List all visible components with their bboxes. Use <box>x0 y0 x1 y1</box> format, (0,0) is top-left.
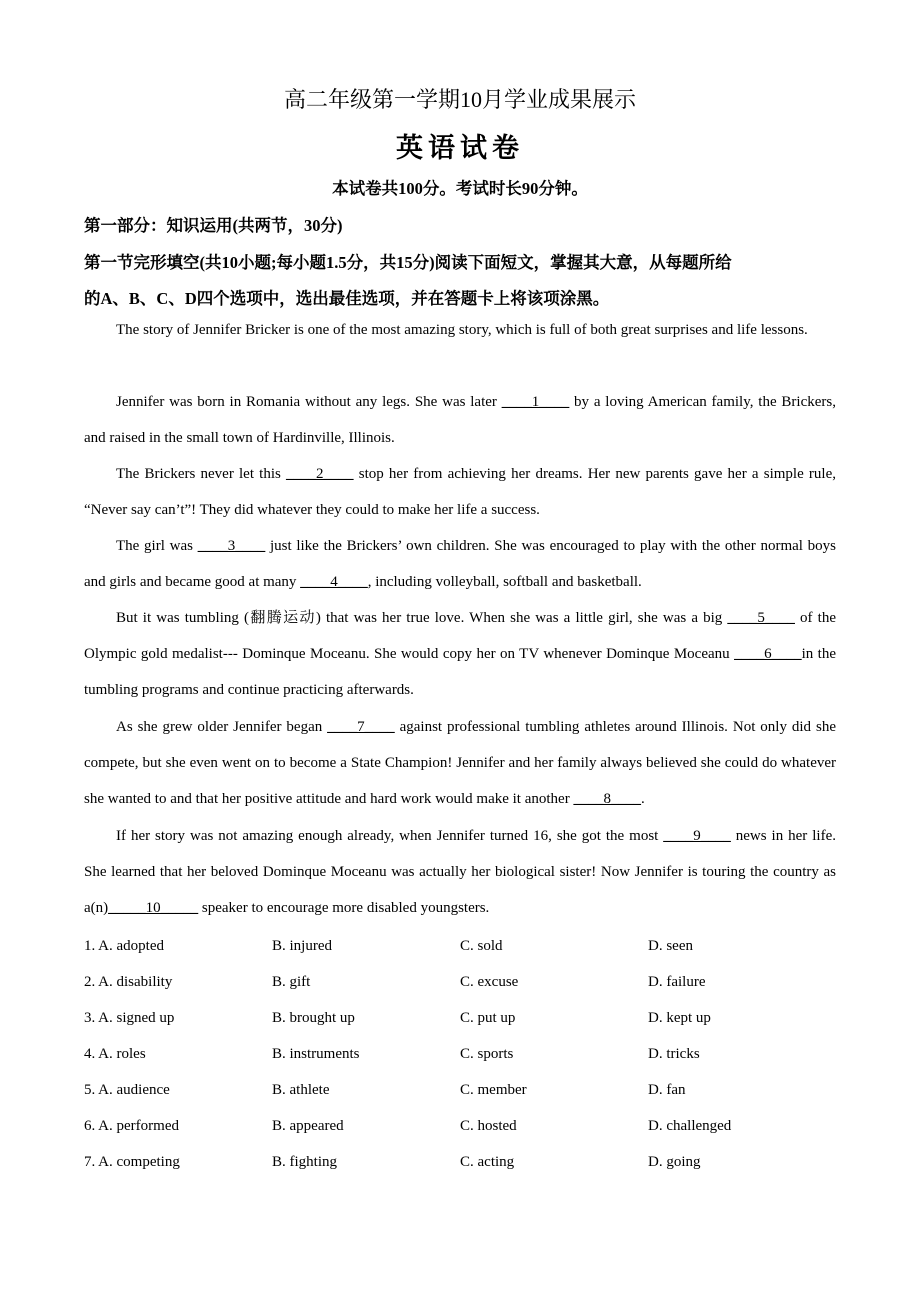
subject-title: 英语试卷 <box>396 133 524 163</box>
option-d: D. fan <box>648 1082 686 1098</box>
question-6-options <box>84 1108 844 1144</box>
passage-paragraph-3: The Brickers never let this ____2____ stop her from achieving her dreams. Her new parents gave her a simple rule, “Never say can’t”! They did whatever they could to make her life a success. <box>84 466 836 518</box>
passage-paragraph-7: If her story was not amazing enough already, when Jennifer turned 16, she got the most ____9____ news in her life. She learned that her beloved Dominque Moceanu was actually her biological sister! Now Jennifer is touring the country as a(n)_____10_____ speaker to encourage more disabled youngsters. <box>84 828 836 916</box>
exam-title: 高二年级第一学期10月学业成果展示 <box>283 87 636 112</box>
question-1-options <box>84 928 844 964</box>
blank-2: ____2____ <box>286 466 354 482</box>
section-instruction-line1: 第一节完形填空(共10小题;每小题1.5分，共15分)阅读下面短文，掌握其大意，从每题所给 <box>84 253 732 272</box>
option-a: 3. A. signed up <box>84 1010 175 1026</box>
passage-paragraph-4: The girl was ____3____ just like the Brickers’ own children. She was encouraged to play with the other normal boys and girls and became good at many ____4____, including volleyball, softball and basketball. <box>84 538 837 590</box>
option-d: D. failure <box>648 974 706 990</box>
option-a: 5. A. audience <box>84 1082 170 1098</box>
option-c: C. put up <box>460 1010 516 1026</box>
question-4-options <box>84 1036 844 1072</box>
question-3-options <box>84 1000 844 1036</box>
part1-title: 第一部分：知识运用(共两节，30分) <box>84 216 343 235</box>
option-b: B. gift <box>272 974 311 990</box>
option-b: B. instruments <box>272 1046 360 1062</box>
option-c: C. member <box>460 1082 527 1098</box>
option-a: 6. A. performed <box>84 1118 179 1134</box>
option-d: D. kept up <box>648 1010 711 1026</box>
blank-5: ____5____ <box>727 610 795 626</box>
option-c: C. hosted <box>460 1118 517 1134</box>
option-d: D. going <box>648 1154 701 1170</box>
blank-1: ____1____ <box>501 394 570 410</box>
question-5-options <box>84 1072 844 1108</box>
passage-paragraph-6: As she grew older Jennifer began ____7____ against professional tumbling athletes around Illinois. Not only did she compete, but she even went on to become a State Champion! Jennifer and her family always believed she could do whatever she wanted to and that her positive attitude and hard work would make it another ____8____. <box>84 719 836 807</box>
blank-7: ____7____ <box>327 719 395 735</box>
exam-info: 本试卷共100分。考试时长90分钟。 <box>332 179 588 198</box>
blank-6: ____6____ <box>734 646 802 662</box>
passage-paragraph-5: But it was tumbling (翻腾运动) that was her true love. When she was a little girl, she was a big ____5____ of the Olympic gold medalist--- Dominque Moceanu. She would copy her on TV whenever Dominque Moceanu ____6____in the tumbling programs and continue practicing afterwards. <box>84 610 836 698</box>
option-a: 7. A. competing <box>84 1154 180 1170</box>
passage-paragraph-1: The story of Jennifer Bricker is one of the most amazing story, which is full of both great surprises and life lessons. <box>116 322 808 338</box>
option-a: 4. A. roles <box>84 1046 146 1062</box>
blank-10: _____10_____ <box>108 900 199 916</box>
option-b: B. brought up <box>272 1010 355 1026</box>
option-c: C. acting <box>460 1154 515 1170</box>
passage-paragraph-2: Jennifer was born in Romania without any legs. She was later ____1____ by a loving American family, the Brickers, and raised in the small town of Hardinville, Illinois. <box>84 394 836 446</box>
option-b: B. fighting <box>272 1154 338 1170</box>
question-2-options <box>84 964 844 1000</box>
option-c: C. excuse <box>460 974 519 990</box>
blank-8: ____8____ <box>573 791 641 807</box>
answer-options <box>84 928 844 1180</box>
option-b: B. injured <box>272 938 332 954</box>
option-c: C. sports <box>460 1046 514 1062</box>
option-d: D. challenged <box>648 1118 732 1134</box>
question-7-options <box>84 1144 844 1180</box>
option-a: 2. A. disability <box>84 974 173 990</box>
blank-4: ____4____ <box>300 574 368 590</box>
option-b: B. appeared <box>272 1118 344 1134</box>
blank-9: ____9____ <box>663 828 731 844</box>
option-d: D. seen <box>648 938 693 954</box>
option-c: C. sold <box>460 938 503 954</box>
option-d: D. tricks <box>648 1046 700 1062</box>
section-instruction-line2: 的A、B、C、D四个选项中，选出最佳选项，并在答题卡上将该项涂黑。 <box>84 289 610 308</box>
option-a: 1. A. adopted <box>84 938 164 954</box>
blank-3: ____3____ <box>197 538 266 554</box>
option-b: B. athlete <box>272 1082 330 1098</box>
